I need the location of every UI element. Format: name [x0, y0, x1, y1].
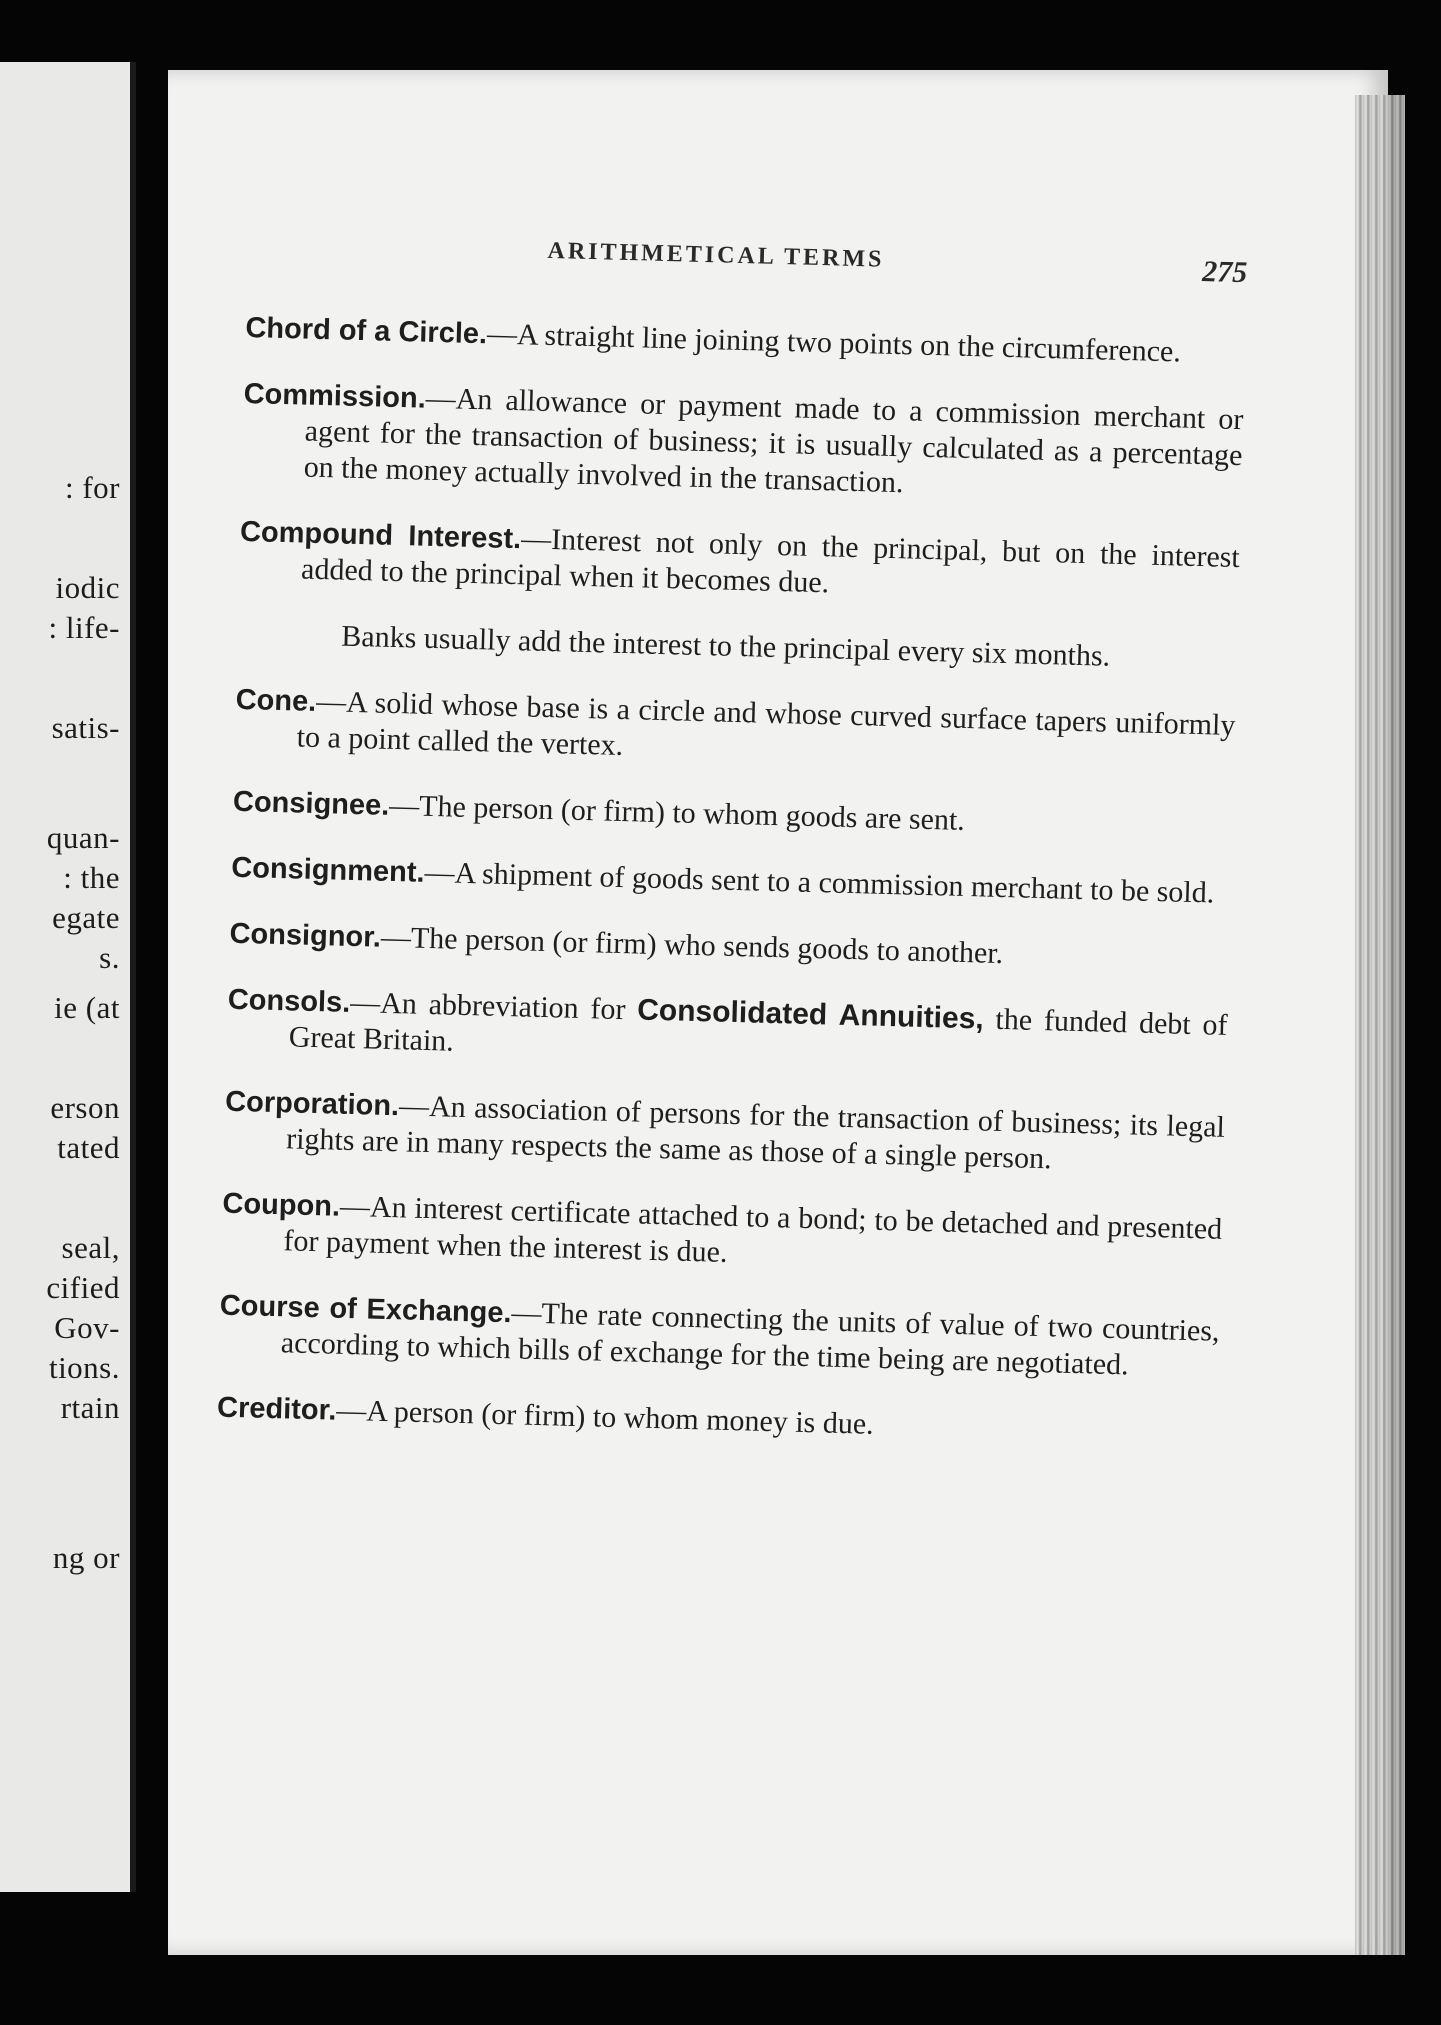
- entry-term: Chord of a Circle.: [245, 311, 488, 351]
- entry-term: Consignor.: [229, 917, 382, 954]
- entry-definition: —A shipment of goods sent to a commission merchant to be sold.: [424, 855, 1215, 910]
- book-page: [168, 70, 1388, 1955]
- left-page-fragment: satis-: [51, 710, 120, 745]
- entry-definition: —Interest not only on the principal, but on the interest added to the principal when it becomes due.: [300, 522, 1241, 600]
- page-number: 275: [1201, 254, 1248, 290]
- entry-term: Coupon.: [222, 1187, 341, 1223]
- entry-note: Banks usually add the interest to the principal every six months.: [340, 619, 1111, 673]
- left-page-fragment: ie (at: [54, 990, 120, 1025]
- entry-definition: —The rate connecting the units of value of two countries, according to which bills of exchange for the time being are negotiated.: [280, 1296, 1220, 1382]
- entry-definition-continued: the funded debt of Great Britain.: [288, 1002, 1228, 1058]
- entry-term: Course of Exchange.: [219, 1289, 512, 1330]
- entry-term: Corporation.: [224, 1085, 400, 1123]
- running-title: ARITHMETICAL TERMS: [547, 237, 885, 273]
- left-page-fragment: rtain: [60, 1390, 120, 1425]
- entry-bold-phrase: Consolidated Annuities,: [636, 993, 985, 1036]
- glossary-entry: [226, 982, 1228, 1080]
- glossary-entry: [241, 376, 1243, 510]
- glossary-entry: [224, 1084, 1226, 1182]
- entry-definition: —The person (or firm) who sends goods to another.: [380, 920, 1004, 971]
- left-page-fragment: : life-: [48, 610, 120, 645]
- left-page-fragment: : the: [63, 860, 120, 895]
- left-page-fragment: egate: [52, 900, 120, 935]
- entry-term: Creditor.: [216, 1391, 337, 1427]
- entry-term: Consignee.: [232, 785, 390, 822]
- running-head: [247, 230, 1248, 306]
- entry-definition: —A solid whose base is a circle and whose curved surface tapers uniformly to a point called the vertex.: [296, 684, 1236, 762]
- entry-definition: —An abbreviation for: [349, 985, 626, 1027]
- entry-term: Consignment.: [230, 851, 425, 889]
- glossary-entry: [218, 1288, 1220, 1386]
- entry-definition: —A person (or firm) to whom money is due.: [335, 1393, 875, 1441]
- page-stack-edge: [1355, 95, 1405, 1955]
- left-page-fragment: Gov-: [54, 1310, 120, 1345]
- left-page-fragment: : for: [64, 470, 120, 505]
- left-facing-page: [0, 62, 136, 1892]
- glossary-entry: [234, 682, 1236, 780]
- left-page-fragment: erson: [50, 1090, 120, 1125]
- glossary-entry: [217, 1390, 1218, 1452]
- glossary-entry: [239, 514, 1241, 612]
- left-page-fragment: seal,: [61, 1230, 120, 1265]
- glossary-entry: [229, 916, 1230, 978]
- entry-definition: —An association of persons for the transaction of business; its legal rights are in many respects the same as those of a single person.: [285, 1089, 1226, 1176]
- left-page-fragment: tions.: [48, 1350, 120, 1385]
- entry-term: Compound Interest.: [239, 515, 522, 556]
- glossary-entry: [245, 310, 1246, 372]
- entry-term: Cone.: [235, 683, 317, 718]
- left-page-fragment: s.: [99, 940, 120, 975]
- left-page-fragment: cified: [46, 1270, 120, 1305]
- left-page-fragment: ng or: [52, 1540, 120, 1575]
- left-page-fragment: tated: [57, 1130, 120, 1165]
- page-text-block: [216, 230, 1247, 1466]
- glossary-entry: [231, 850, 1232, 912]
- entry-definition: —The person (or firm) to whom goods are sent.: [388, 788, 966, 837]
- entry-definition: —A straight line joining two points on the circumference.: [486, 317, 1182, 369]
- entry-definition: —An interest certificate attached to a bond; to be detached and presented for payment when the interest is due.: [283, 1189, 1223, 1269]
- entry-definition: —An allowance or payment made to a commission merchant or agent for the transaction of business; it is usually calculated as a percentage on the money actually involved in the transaction.: [303, 381, 1244, 500]
- glossary-entry: [233, 784, 1234, 846]
- left-page-fragment: quan-: [46, 820, 120, 855]
- glossary-entry: [221, 1186, 1223, 1284]
- entry-term: Commission.: [243, 377, 427, 415]
- entry-term: Consols.: [227, 983, 351, 1019]
- left-page-fragment: iodic: [55, 570, 120, 605]
